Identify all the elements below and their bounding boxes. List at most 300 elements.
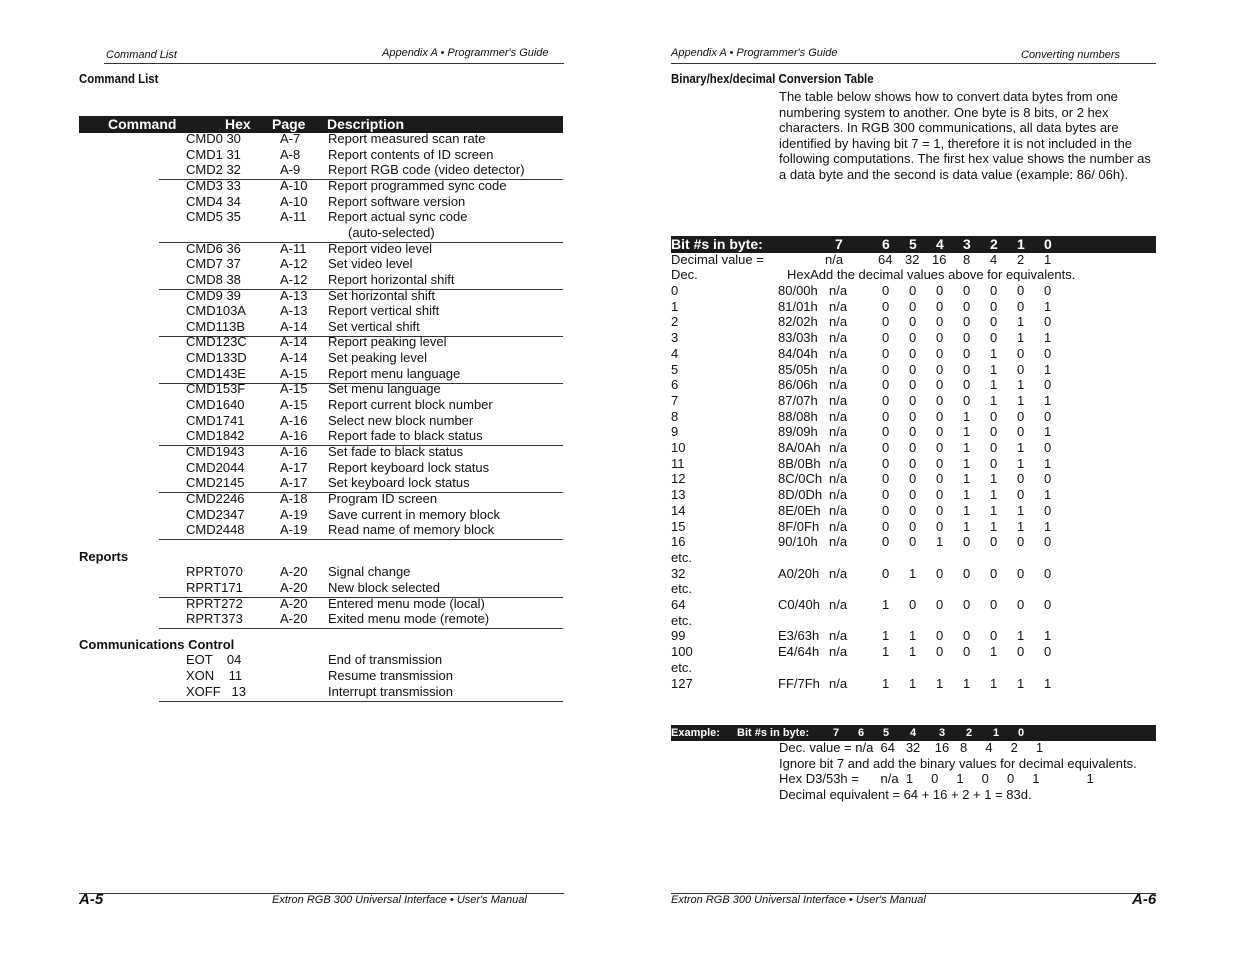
- conv-bit: 0: [909, 440, 917, 455]
- conv-bit: 1: [1017, 455, 1025, 471]
- conv-bit: 1: [1044, 518, 1052, 534]
- conv-bit: 1: [963, 455, 971, 471]
- conv-bit: 0: [990, 424, 998, 440]
- command-page: A-17: [280, 459, 308, 475]
- conv-hex: E4/64h: [778, 644, 820, 660]
- decimal-value: 32: [905, 252, 920, 267]
- conv-hex: 85/05h: [778, 361, 818, 377]
- comm-code: XOFF 13: [186, 683, 246, 699]
- conv-bit: 0: [909, 518, 917, 534]
- command-code: CMD1 31: [186, 146, 241, 162]
- command-page: A-14: [280, 318, 308, 334]
- conv-bit: 0: [990, 455, 998, 471]
- conv-bit: 1: [882, 628, 890, 644]
- command-row: [0, 131, 563, 147]
- report-row: [0, 580, 563, 596]
- conv-bit: 0: [963, 597, 971, 612]
- conv-bit: 1: [936, 675, 944, 691]
- bit-number: 7: [835, 236, 843, 252]
- conv-bit: 0: [936, 487, 944, 503]
- conv-bit: n/a: [829, 440, 848, 455]
- conv-bit: 0: [882, 565, 890, 581]
- conv-bit: 0: [909, 471, 917, 487]
- conv-bit: 1: [1017, 330, 1025, 346]
- command-row: [0, 475, 563, 491]
- command-description: Report contents of ID screen: [328, 146, 494, 162]
- conv-bit: n/a: [829, 392, 848, 408]
- conv-hex: 8B/0Bh: [778, 455, 821, 471]
- conv-hex: C0/40h: [778, 597, 820, 612]
- conv-bit: 0: [882, 534, 890, 550]
- conv-bit: 0: [1044, 408, 1052, 424]
- conv-bit: 0: [882, 440, 890, 455]
- bit-number: 4: [936, 236, 944, 252]
- conv-bit: 0: [990, 298, 998, 314]
- right-header-chapter: Appendix A • Programmer's Guide: [671, 47, 838, 59]
- example-bit-number: 3: [939, 727, 946, 739]
- right-footer-text: Extron RGB 300 Universal Interface • User's Manual: [671, 894, 926, 906]
- decimal-value: 64: [878, 252, 893, 267]
- example-line: Ignore bit 7 and add the binary values for decimal equivalents.: [779, 755, 1137, 771]
- command-row: [0, 178, 563, 194]
- command-code: CMD2246: [186, 490, 245, 506]
- conv-bit: 0: [963, 283, 971, 298]
- conv-bit: n/a: [829, 283, 848, 298]
- conv-dec: 7: [671, 392, 679, 408]
- decimal-value: 16: [932, 252, 947, 267]
- conv-bit: n/a: [829, 330, 848, 346]
- comm-description: Resume transmission: [328, 667, 453, 683]
- conv-bit: 1: [963, 408, 971, 424]
- conv-hex: 88/08h: [778, 408, 818, 424]
- command-code: CMD1741: [186, 412, 245, 428]
- command-code: CMD133D: [186, 350, 247, 366]
- command-page: A-12: [280, 256, 308, 272]
- conv-bit: 1: [909, 565, 917, 581]
- conv-bit: 0: [1044, 502, 1052, 518]
- command-code: CMD3 33: [186, 177, 241, 193]
- command-page: A-14: [280, 350, 308, 366]
- report-row: [0, 564, 563, 580]
- example-bit-number: 6: [858, 727, 865, 739]
- conv-bit: 0: [963, 314, 971, 330]
- conv-bit: 0: [882, 502, 890, 518]
- conv-bit: 0: [963, 565, 971, 581]
- conv-dec: 0: [671, 283, 679, 298]
- command-page: A-18: [280, 490, 308, 506]
- conv-bit: 0: [909, 314, 917, 330]
- command-page: A-19: [280, 506, 308, 522]
- command-page: A-13: [280, 287, 308, 303]
- conv-bit: 0: [882, 345, 890, 361]
- conv-bit: 0: [1017, 597, 1025, 612]
- command-page: A-9: [280, 162, 301, 178]
- conv-bit: 1: [1017, 675, 1025, 691]
- conv-bit: 1: [936, 534, 944, 550]
- command-code: CMD1842: [186, 428, 245, 444]
- bit-number: 0: [1044, 236, 1052, 252]
- example-bit-number: 5: [883, 727, 890, 739]
- conv-bit: 0: [909, 330, 917, 346]
- command-page: A-14: [280, 334, 308, 350]
- conv-hex: 83/03h: [778, 330, 818, 346]
- conv-bit: 0: [936, 424, 944, 440]
- conv-bit: 0: [882, 408, 890, 424]
- command-code: CMD8 38: [186, 271, 241, 287]
- report-page: A-20: [280, 564, 308, 579]
- conv-bit: 0: [909, 392, 917, 408]
- command-row: [0, 428, 563, 444]
- conv-bit: 0: [936, 408, 944, 424]
- conv-bit: 1: [963, 518, 971, 534]
- command-page: A-16: [280, 412, 308, 428]
- conv-bit: 0: [882, 298, 890, 314]
- command-row: [0, 194, 563, 210]
- bit-number: 3: [963, 236, 971, 252]
- example-bit-number: 7: [833, 727, 840, 739]
- conv-bit: 0: [1044, 565, 1052, 581]
- conv-hex: 81/01h: [778, 298, 818, 314]
- conv-bit: 0: [1017, 361, 1025, 377]
- conv-bit: n/a: [829, 455, 848, 471]
- conv-bit: n/a: [829, 424, 848, 440]
- conv-bit: 0: [909, 487, 917, 503]
- command-description: Select new block number: [328, 412, 474, 428]
- row-group-rule: [159, 539, 563, 540]
- conv-bit: 0: [909, 408, 917, 424]
- conv-bit: 0: [963, 298, 971, 314]
- conv-bit: 1: [909, 675, 917, 691]
- left-page-number: A-5: [79, 891, 104, 908]
- dec-note: HexAdd the decimal values above for equivalents.: [787, 267, 1076, 282]
- dec-label: Dec.: [671, 267, 698, 282]
- decimal-value: 1: [1044, 252, 1052, 267]
- col-hex-header: Hex: [225, 116, 251, 132]
- conv-bit: 1: [1044, 675, 1052, 691]
- conv-bit: 0: [1044, 440, 1052, 455]
- bits-label: Bit #s in byte:: [671, 236, 763, 252]
- command-page: A-17: [280, 475, 308, 491]
- conv-bit: 1: [963, 424, 971, 440]
- conv-bit: 1: [1044, 330, 1052, 346]
- report-description: New block selected: [328, 579, 440, 595]
- conv-bit: 0: [882, 471, 890, 487]
- command-description: Set horizontal shift: [328, 287, 435, 303]
- conv-bit: 0: [909, 597, 917, 612]
- command-code: CMD7 37: [186, 256, 241, 272]
- command-code: CMD113B: [186, 318, 246, 334]
- conv-bit: 1: [990, 644, 998, 660]
- conv-hex: 86/06h: [778, 377, 818, 393]
- conv-bit: n/a: [829, 518, 848, 534]
- conv-bit: 1: [1044, 298, 1052, 314]
- conv-bit: 1: [1044, 487, 1052, 503]
- command-description: Program ID screen: [328, 490, 438, 506]
- conv-bit: 1: [1017, 377, 1025, 393]
- conv-bit: 0: [936, 361, 944, 377]
- command-code: CMD2448: [186, 522, 245, 538]
- command-row: [0, 397, 563, 413]
- command-page: A-8: [280, 146, 301, 162]
- conv-bit: 0: [936, 565, 944, 581]
- report-description: Entered menu mode (local): [328, 595, 485, 611]
- conv-hex: FF/7Fh: [778, 675, 820, 691]
- conv-bit: n/a: [829, 502, 848, 518]
- command-description: Report current block number: [328, 397, 493, 413]
- conv-bit: 1: [1044, 628, 1052, 644]
- command-page: A-7: [280, 131, 301, 146]
- command-row: [0, 507, 563, 523]
- command-row: [0, 241, 563, 257]
- conv-bit: n/a: [829, 361, 848, 377]
- conv-bit: n/a: [829, 597, 848, 612]
- conv-bit: 0: [963, 644, 971, 660]
- command-page: A-16: [280, 444, 308, 459]
- conv-bit: 0: [909, 377, 917, 393]
- command-description: Report peaking level: [328, 334, 447, 350]
- command-row: [0, 225, 563, 241]
- conv-bit: 1: [882, 597, 890, 612]
- conv-bit: 0: [1044, 345, 1052, 361]
- conv-bit: 1: [990, 377, 998, 393]
- command-row: [0, 272, 563, 288]
- left-header-rule: [104, 63, 564, 64]
- conv-bit: 1: [990, 471, 998, 487]
- conv-hex: E3/63h: [778, 628, 820, 644]
- command-page: A-19: [280, 522, 308, 538]
- conv-bit: n/a: [829, 565, 848, 581]
- conv-bit: 1: [1017, 628, 1025, 644]
- conv-dec: etc.: [671, 581, 692, 597]
- command-row: [0, 350, 563, 366]
- conv-dec: 2: [671, 314, 679, 330]
- conv-bit: 0: [936, 628, 944, 644]
- command-description: Set menu language: [328, 381, 441, 397]
- conv-bit: n/a: [829, 534, 848, 550]
- conv-dec: 32: [671, 565, 686, 581]
- conv-bit: 0: [936, 283, 944, 298]
- left-header-chapter: Appendix A • Programmer's Guide: [382, 47, 549, 59]
- decimal-value-label: Decimal value =: [671, 252, 764, 267]
- command-description: Report fade to black status: [328, 428, 483, 444]
- conv-bit: 0: [936, 392, 944, 408]
- example-bit-number: 1: [993, 727, 1000, 739]
- example-bit-number: 0: [1018, 727, 1025, 739]
- conv-bit: 0: [1017, 565, 1025, 581]
- command-description: Set peaking level: [328, 350, 428, 366]
- left-footer-text: Extron RGB 300 Universal Interface • User's Manual: [272, 894, 527, 906]
- command-page: A-10: [280, 193, 308, 209]
- command-description: Report software version: [328, 193, 466, 209]
- conv-bit: n/a: [829, 675, 848, 691]
- conv-dec: 9: [671, 424, 679, 440]
- report-page: A-20: [280, 579, 308, 595]
- command-description: Report measured scan rate: [328, 131, 486, 146]
- example-bits-label: Bit #s in byte:: [737, 727, 810, 739]
- command-code: CMD9 39: [186, 287, 241, 303]
- command-row: [0, 334, 563, 350]
- conv-bit: 1: [882, 644, 890, 660]
- conv-hex: 90/10h: [778, 534, 818, 550]
- example-line: Decimal equivalent = 64 + 16 + 2 + 1 = 83d.: [779, 787, 1032, 803]
- conv-bit: 0: [936, 377, 944, 393]
- bit-number: 2: [990, 236, 998, 252]
- conv-dec: 1: [671, 298, 679, 314]
- conv-bit: 0: [936, 471, 944, 487]
- comm-description: Interrupt transmission: [328, 683, 453, 699]
- conv-bit: 0: [909, 455, 917, 471]
- example-bit-number: 4: [910, 727, 917, 739]
- conv-hex: 87/07h: [778, 392, 818, 408]
- conv-bit: 0: [882, 377, 890, 393]
- command-page: A-11: [280, 209, 307, 225]
- conv-bit: 0: [936, 298, 944, 314]
- conv-bit: 0: [963, 392, 971, 408]
- example-bit-number: 2: [966, 727, 973, 739]
- conv-bit: 0: [909, 283, 917, 298]
- report-description: Exited menu mode (remote): [328, 611, 490, 627]
- command-description: Report menu language: [328, 365, 461, 381]
- conv-bit: 0: [882, 455, 890, 471]
- conv-bit: 0: [936, 314, 944, 330]
- conv-bit: 0: [990, 628, 998, 644]
- decimal-value: 4: [990, 252, 998, 267]
- conv-dec: 3: [671, 330, 679, 346]
- conv-bit: 0: [882, 487, 890, 503]
- command-row: [0, 162, 563, 178]
- conv-bit: 1: [990, 392, 998, 408]
- conv-hex: 8C/0Ch: [778, 471, 823, 487]
- conv-bit: 0: [936, 440, 944, 455]
- conv-dec: 14: [671, 502, 686, 518]
- conv-dec: 10: [671, 440, 686, 455]
- conv-bit: 0: [936, 518, 944, 534]
- col-page-header: Page: [272, 116, 306, 132]
- conv-hex: 89/09h: [778, 424, 818, 440]
- decimal-value: n/a: [825, 252, 844, 267]
- conv-dec: 8: [671, 408, 679, 424]
- command-description: Save current in memory block: [328, 506, 500, 522]
- report-code: RPRT373: [186, 611, 243, 627]
- conv-bit: 0: [1044, 283, 1052, 298]
- conv-bit: 0: [990, 597, 998, 612]
- command-description: Set video level: [328, 256, 413, 272]
- right-header-rule: [671, 63, 1156, 64]
- left-header-section: Command List: [106, 49, 177, 61]
- conv-bit: 0: [990, 408, 998, 424]
- command-code: CMD2145: [186, 475, 245, 491]
- conv-bit: 0: [882, 314, 890, 330]
- conv-bit: 0: [936, 345, 944, 361]
- conv-dec: 6: [671, 377, 679, 393]
- conv-bit: 1: [963, 502, 971, 518]
- comm-code: EOT 04: [186, 652, 242, 667]
- conv-dec: etc.: [671, 659, 692, 675]
- command-code: CMD2347: [186, 506, 245, 522]
- conv-hex: 82/02h: [778, 314, 818, 330]
- command-row: [0, 209, 563, 225]
- col-description-header: Description: [327, 116, 405, 132]
- conv-dec: 15: [671, 518, 686, 534]
- conv-bit: 0: [990, 314, 998, 330]
- command-row: [0, 491, 563, 507]
- conv-bit: 0: [936, 330, 944, 346]
- conv-bit: 1: [963, 675, 971, 691]
- conv-dec: etc.: [671, 612, 692, 628]
- command-code: CMD153F: [186, 381, 246, 397]
- conv-bit: 0: [936, 502, 944, 518]
- decimal-value: 2: [1017, 252, 1025, 267]
- command-description: (auto-selected): [348, 224, 435, 240]
- example-line: Dec. value = n/a 64 32 16 8 4 2 1: [779, 740, 1044, 755]
- command-code: CMD2044: [186, 459, 245, 475]
- command-page: A-15: [280, 365, 308, 381]
- command-page: A-10: [280, 177, 308, 193]
- comm-title: Communications Control: [79, 637, 235, 652]
- conv-hex: A0/20h: [778, 565, 820, 581]
- conv-bit: 0: [909, 361, 917, 377]
- conv-dec: 100: [671, 644, 693, 660]
- command-row: [0, 522, 563, 538]
- bit-number: 6: [882, 236, 890, 252]
- conv-bit: n/a: [829, 487, 848, 503]
- conv-bit: 1: [1044, 392, 1052, 408]
- conv-hex: 84/04h: [778, 345, 818, 361]
- command-row: [0, 288, 563, 304]
- conv-bit: 0: [963, 361, 971, 377]
- conv-bit: 0: [1044, 377, 1052, 393]
- conv-bit: 0: [1017, 471, 1025, 487]
- conv-bit: 1: [963, 487, 971, 503]
- conv-bit: 0: [882, 518, 890, 534]
- command-description: Report vertical shift: [328, 303, 440, 319]
- conv-bit: 0: [1044, 597, 1052, 612]
- bits-header-bar: [671, 236, 1156, 253]
- bit-number: 1: [1017, 236, 1025, 252]
- conv-bit: 1: [909, 628, 917, 644]
- command-page: A-13: [280, 303, 308, 319]
- conv-bit: 0: [1017, 487, 1025, 503]
- conv-dec: 13: [671, 487, 686, 503]
- command-row: [0, 413, 563, 429]
- conv-bit: 0: [936, 455, 944, 471]
- conv-dec: 11: [671, 455, 685, 471]
- conv-bit: 0: [990, 330, 998, 346]
- conv-bit: 0: [909, 502, 917, 518]
- conv-bit: 0: [990, 283, 998, 298]
- conv-dec: etc.: [671, 549, 692, 565]
- conv-bit: n/a: [829, 377, 848, 393]
- conv-hex: 8D/0Dh: [778, 487, 823, 503]
- conv-bit: 0: [936, 644, 944, 660]
- conv-bit: 0: [963, 330, 971, 346]
- conv-bit: 1: [990, 518, 998, 534]
- conv-bit: 1: [990, 361, 998, 377]
- conv-hex: 8F/0Fh: [778, 518, 820, 534]
- row-group-rule: [159, 701, 563, 702]
- conv-bit: 0: [963, 534, 971, 550]
- command-code: CMD4 34: [186, 193, 241, 209]
- conv-hex: 8A/0Ah: [778, 440, 821, 455]
- conv-dec: 99: [671, 628, 686, 644]
- report-row: [0, 596, 563, 612]
- comm-row: [0, 684, 563, 700]
- conv-bit: 0: [1044, 534, 1052, 550]
- conv-bit: 0: [963, 628, 971, 644]
- conv-bit: 1: [1017, 392, 1025, 408]
- conv-bit: n/a: [829, 471, 848, 487]
- command-code: CMD0 30: [186, 131, 241, 146]
